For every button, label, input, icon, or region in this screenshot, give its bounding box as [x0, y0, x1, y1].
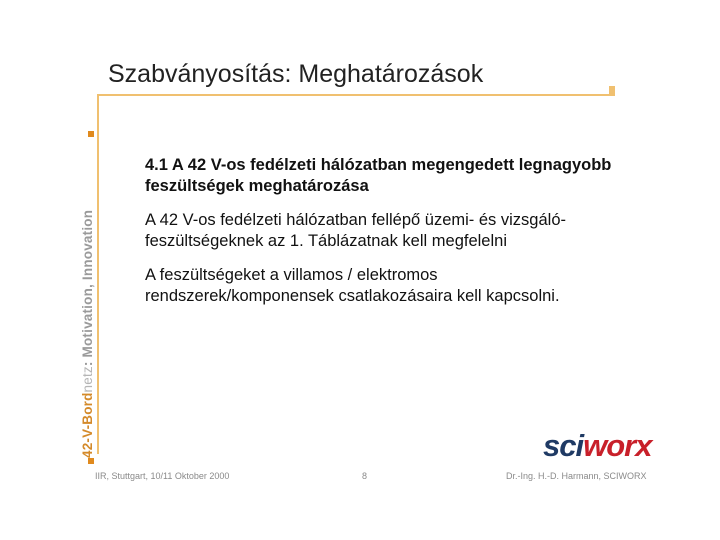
section-heading: 4.1 A 42 V-os fedélzeti hálózatban megengedett legnagyobb feszültségek meghatározása — [145, 156, 612, 195]
side-label-suffix: : Motivation, Innovation — [80, 209, 95, 367]
side-label — [80, 210, 95, 458]
side-label-mid: netz — [80, 366, 95, 393]
title-underline-cap — [609, 86, 615, 96]
slide-content — [145, 155, 625, 320]
vertical-divider — [97, 94, 99, 454]
side-label-prefix: 42-V-Bord — [80, 392, 95, 458]
paragraph-2: A feszültségeket a villamos / elektromos rendszerek/komponensek csatlakozásaira kell kapcsolni. — [145, 266, 560, 305]
logo-sci: sci — [543, 428, 584, 463]
footer-left: IIR, Stuttgart, 10/11 Oktober 2000 — [95, 471, 230, 481]
footer-right: Dr.-Ing. H.-D. Harmann, SCIWORX — [506, 471, 647, 481]
marker-bottom — [88, 458, 94, 464]
logo-worx: worx — [583, 428, 652, 463]
paragraph-1: A 42 V-os fedélzeti hálózatban fellépő üzemi- és vizsgáló-feszültségeknek az 1. Táblázatnak kell megfelelni — [145, 211, 566, 250]
title-underline — [97, 94, 613, 96]
marker-top — [88, 131, 94, 137]
slide-title: Szabványosítás: Meghatározások — [108, 60, 484, 88]
sciworx-logo — [543, 428, 651, 464]
footer-page-number: 8 — [362, 471, 368, 481]
